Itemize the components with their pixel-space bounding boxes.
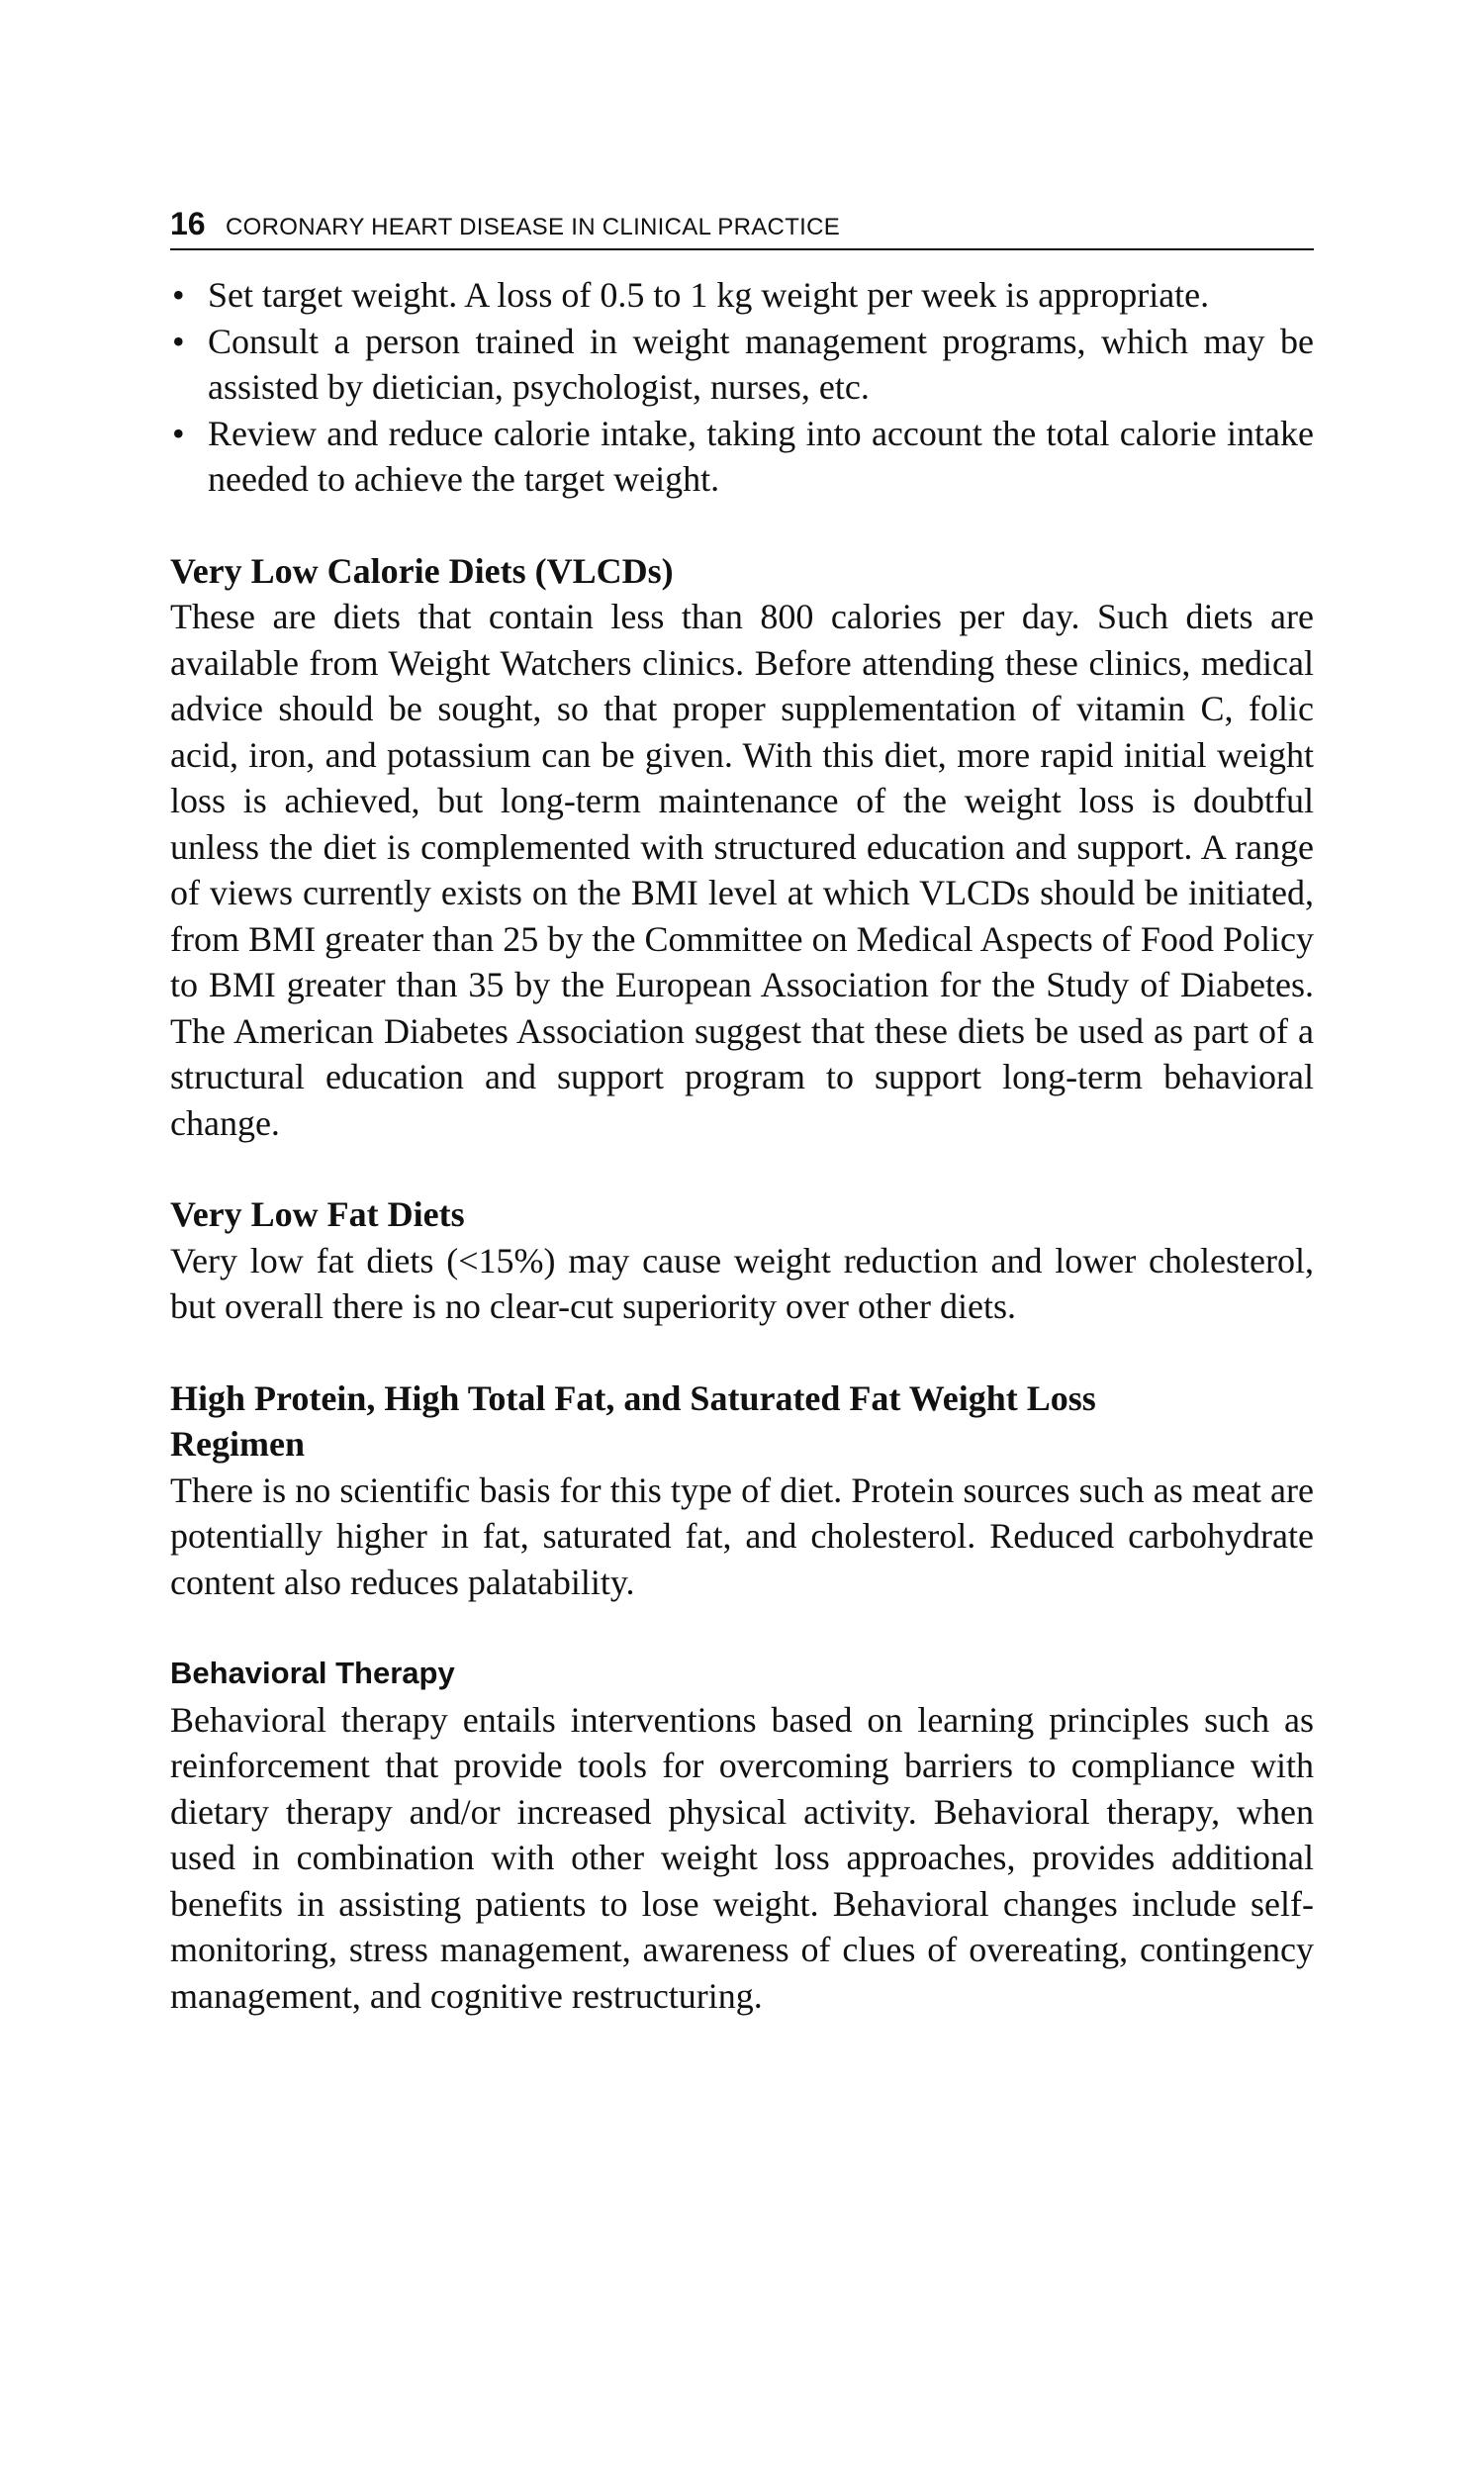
section-paragraph: These are diets that contain less than 800 calories per day. Such diets are available from Weight Watchers clinics. Before attending these clinics, medical advice should be sought, so that proper supplementation of vitamin C, folic acid, iron, and potassium can be given. With this diet, more rapid initial weight loss is achieved, but long-term maintenance of the weight loss is doubtful unless the diet is complemented with structured education and support. A range of views currently exists on the BMI level at which VLCDs should be initiated, from BMI greater than 25 by the Committee on Medical Aspects of Food Policy to BMI greater than 35 by the European Association for the Study of Diabetes. The American Diabetes Association suggest that these diets be used as part of a structural education and support program to support long-term behavioral change. [170,597,1314,1143]
section-heading: High Protein, High Total Fat, and Saturated Fat Weight Loss Regimen [170,1377,1096,1464]
bullet-text: Review and reduce calorie intake, taking into account the total calorie intake needed to achieve the target weight. [208,413,1314,499]
list-item [170,411,1314,503]
section-vlcd [170,548,1314,1147]
bullet-list [170,272,1314,503]
page-number: 16 [170,206,206,241]
running-header [170,206,1314,250]
section-high-protein [170,1375,1314,1606]
running-title: CORONARY HEART DISEASE IN CLINICAL PRACTICE [226,214,841,240]
section-paragraph: Very low fat diets (<15%) may cause weight reduction and lower cholesterol, but overall there is no clear-cut superiority over other diets. [170,1240,1314,1326]
bullet-text: Consult a person trained in weight management programs, which may be assisted by dietician, psychologist, nurses, etc. [208,321,1314,407]
bullet-icon: • [172,321,185,361]
bullet-icon: • [172,413,185,453]
section-heading: Very Low Fat Diets [170,1194,465,1234]
list-item [170,319,1314,411]
section-paragraph: Behavioral therapy entails interventions based on learning principles such as reinforcement that provide tools for overcoming barriers to compliance with dietary therapy and/or increased physical activity. Behavioral therapy, when used in combination with other weight loss approaches, provides additional benefits in assisting patients to lose weight. Behavioral changes include self-monitoring, stress management, awareness of clues of overeating, contingency management, and cognitive restructuring. [170,1699,1314,2016]
section-heading: Very Low Calorie Diets (VLCDs) [170,550,674,591]
bullet-icon: • [172,275,185,315]
section-heading: Behavioral Therapy [170,1656,455,1690]
section-behavioral-therapy [170,1651,1314,2019]
list-item [170,272,1314,319]
section-paragraph: There is no scientific basis for this type of diet. Protein sources such as meat are potentially higher in fat, saturated fat, and cholesterol. Reduced carbohydrate content also reduces palatability. [170,1470,1314,1602]
section-very-low-fat [170,1191,1314,1330]
bullet-text: Set target weight. A loss of 0.5 to 1 kg weight per week is appropriate. [208,275,1210,315]
book-page [170,206,1314,2019]
